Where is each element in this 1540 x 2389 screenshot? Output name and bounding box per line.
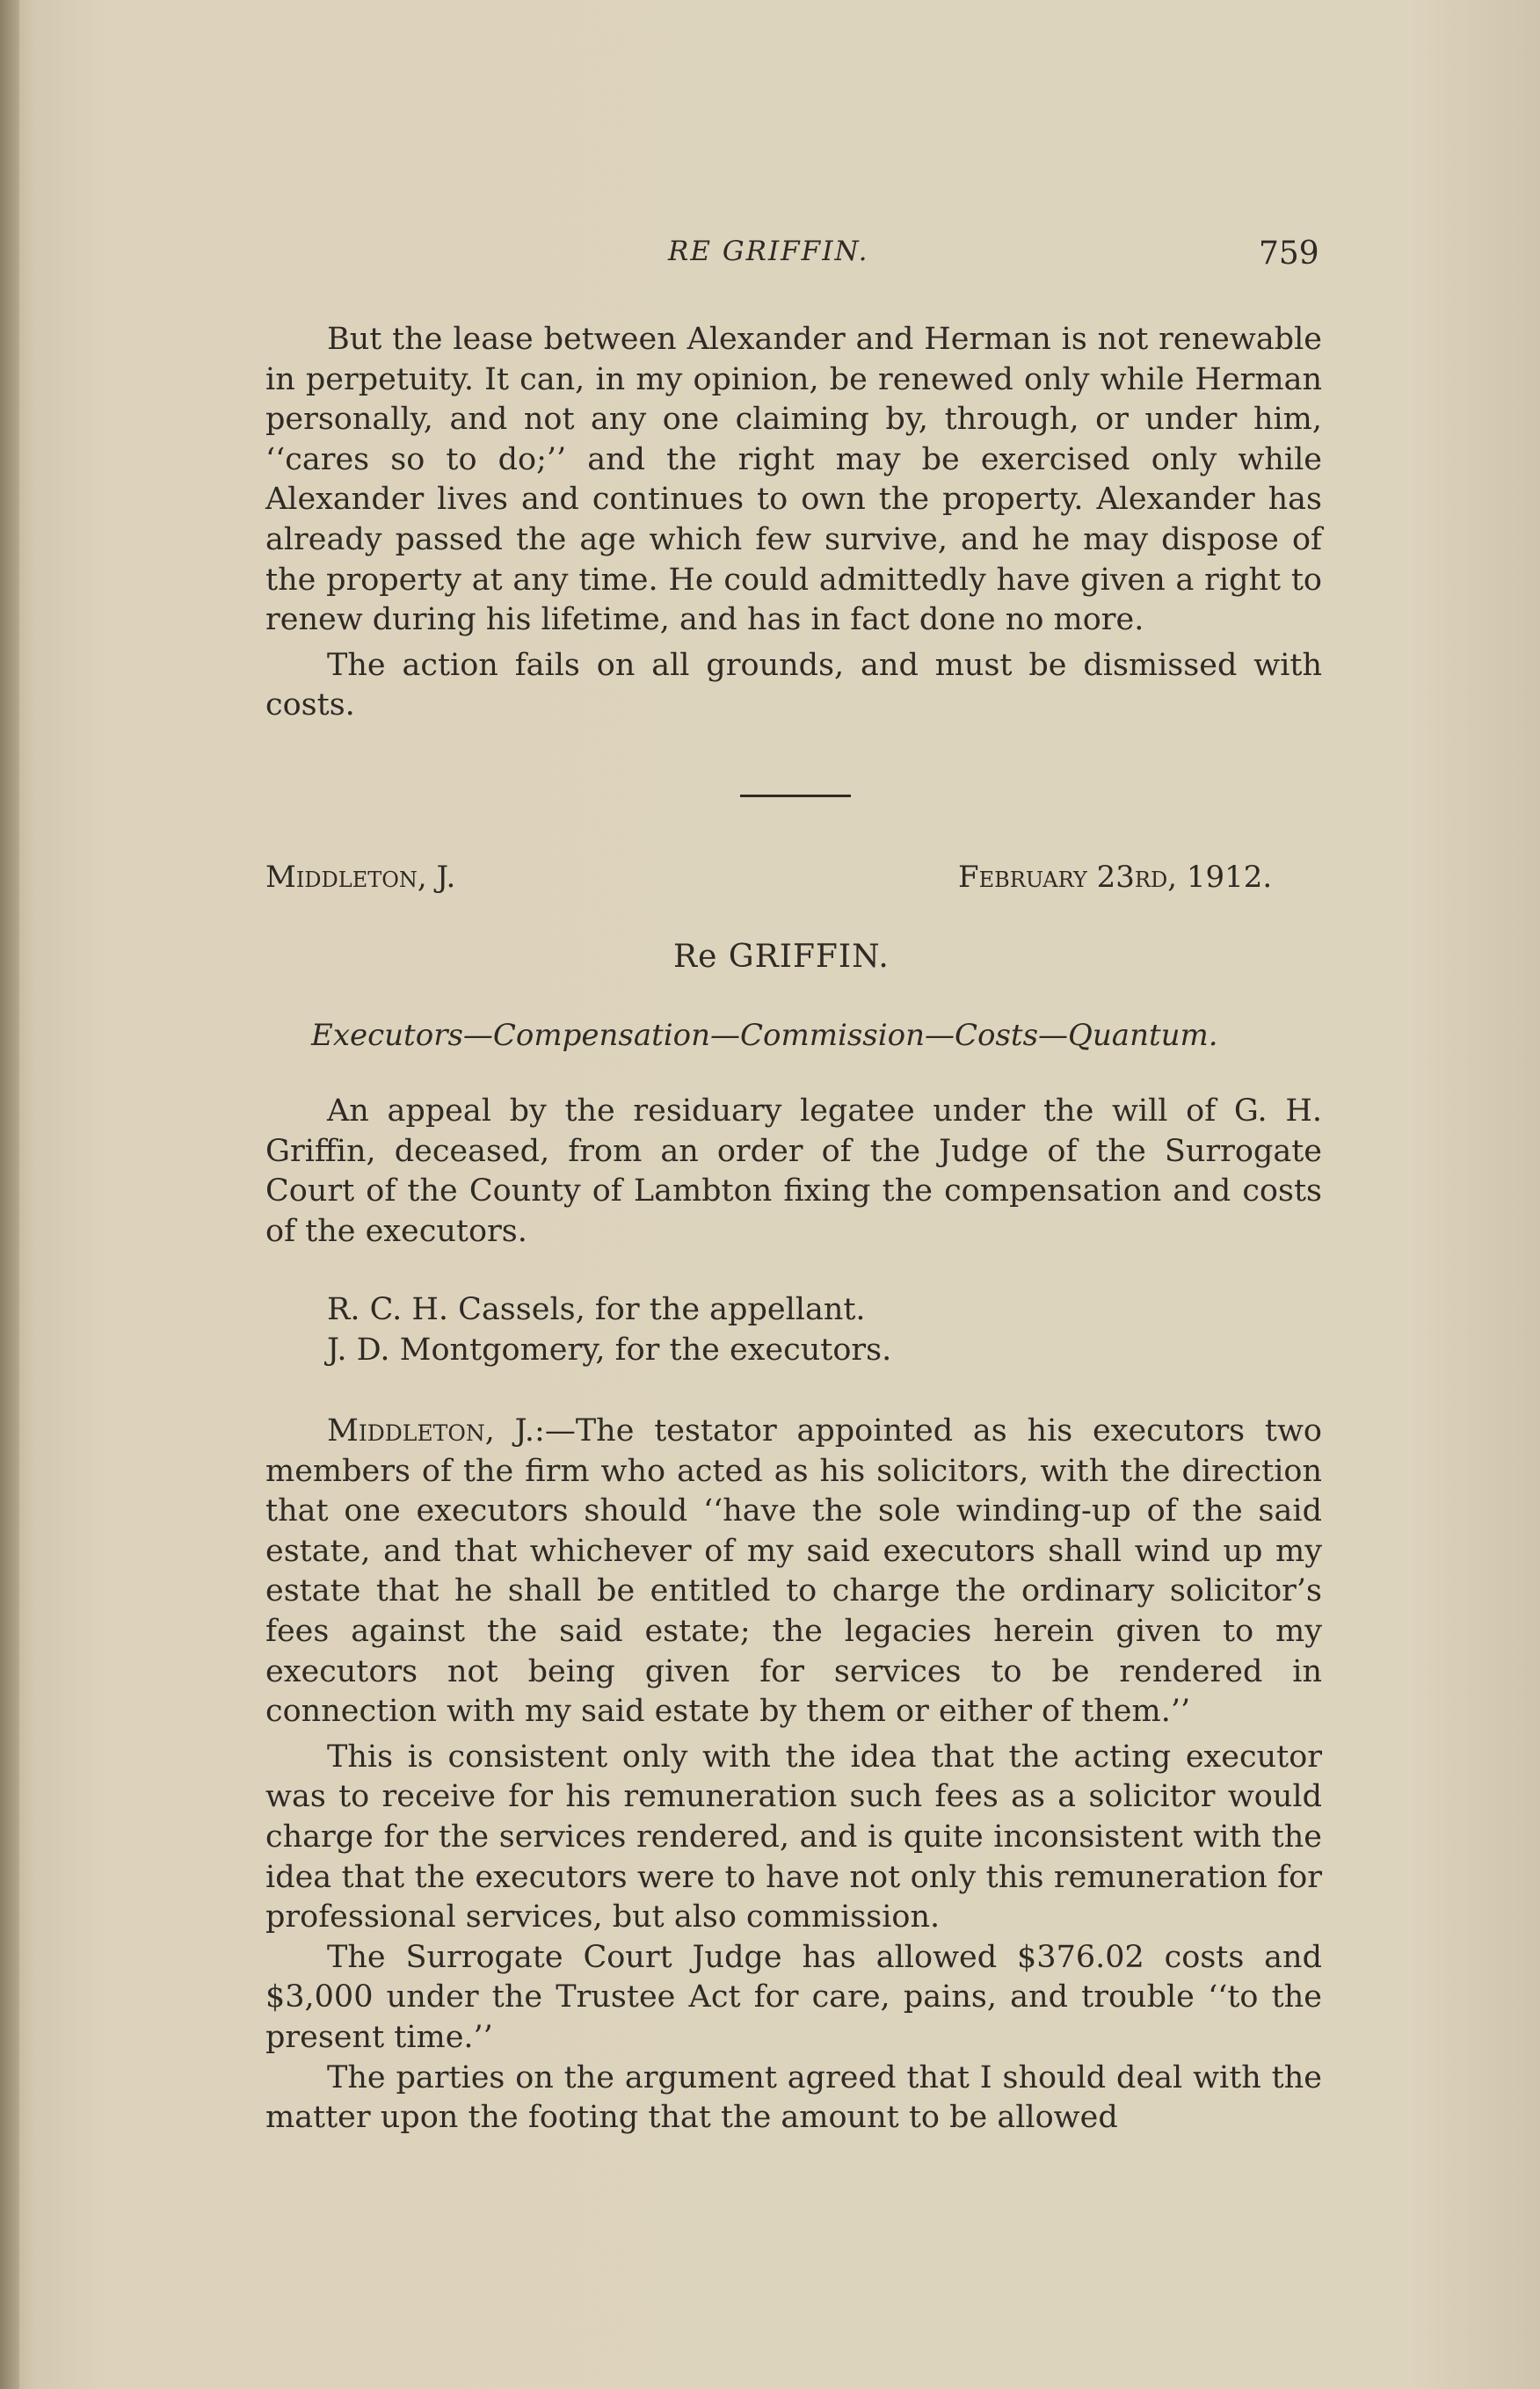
binding-gutter: [0, 0, 19, 2389]
paragraph: The Surrogate Court Judge has allowed $376.02 costs and $3,000 under the Trustee Act for care, pains, and trouble ‘‘to the present time.’’: [265, 1939, 1322, 2055]
page-number: 759: [1259, 236, 1319, 272]
judge-name: Middleton, J.: [265, 860, 456, 895]
case-intro: [265, 1092, 1322, 1252]
judgment-opening: :—The testator appointed as his executors two members of the firm who acted as his solicitors, with the direction that one executors should ‘‘have the sole winding-up of the said estate, and that whichever of my said executors shall wind up my estate that he shall be entitled to charge the ordinary solicitor’s fees against the said estate; the legacies herein given to my executors not being given for services to be rendered in connection with my said estate by them or either of them.’’: [265, 1413, 1322, 1730]
paragraph: [265, 1412, 1322, 1732]
section-divider: [740, 795, 851, 797]
paragraph: The action fails on all grounds, and must be dismissed with costs.: [265, 647, 1322, 723]
judgment-text: [265, 1412, 1322, 2138]
paragraph: The parties on the argument agreed that I should deal with the matter upon the footing that the amount to be allowed: [265, 2059, 1322, 2136]
headnote: Executors—Compensation—Commission—Costs—Quantum.: [311, 1018, 1218, 1053]
paragraph: But the lease between Alexander and Herman is not renewable in perpetuity. It can, in my opinion, be renewed only while Herman personally, and not any one claiming by, through, or under him, ‘‘cares so to do;’’ and the right may be exercised only while Alexander lives and continues to own the property. Alexander has already passed the age which few survive, and he may dispose of the property at any time. He could admittedly have given a right to renew during his lifetime, and has in fact done no more.: [265, 322, 1322, 638]
judgment-judge: Middleton, J.: [327, 1413, 535, 1449]
previous-case-text: [265, 320, 1322, 726]
case-title: Re GRIFFIN.: [673, 939, 890, 975]
paragraph: An appeal by the residuary legatee under the will of G. H. Griffin, deceased, from an order of the Judge of the Surrogate Court of the County of Lambton fixing the compensation and costs of the executors.: [265, 1093, 1322, 1249]
running-title: RE GRIFFIN.: [668, 236, 869, 267]
counsel-line: R. C. H. Cassels, for the appellant.: [327, 1292, 866, 1327]
counsel-line: J. D. Montgomery, for the executors.: [327, 1332, 892, 1368]
paragraph: This is consistent only with the idea that the acting executor was to receive for his remuneration such fees as a solicitor would charge for the services rendered, and is quite inconsistent with the idea that the executors were to have not only this remuneration for professional services, but also commission.: [265, 1739, 1322, 1935]
decision-date: February 23rd, 1912.: [958, 860, 1273, 895]
